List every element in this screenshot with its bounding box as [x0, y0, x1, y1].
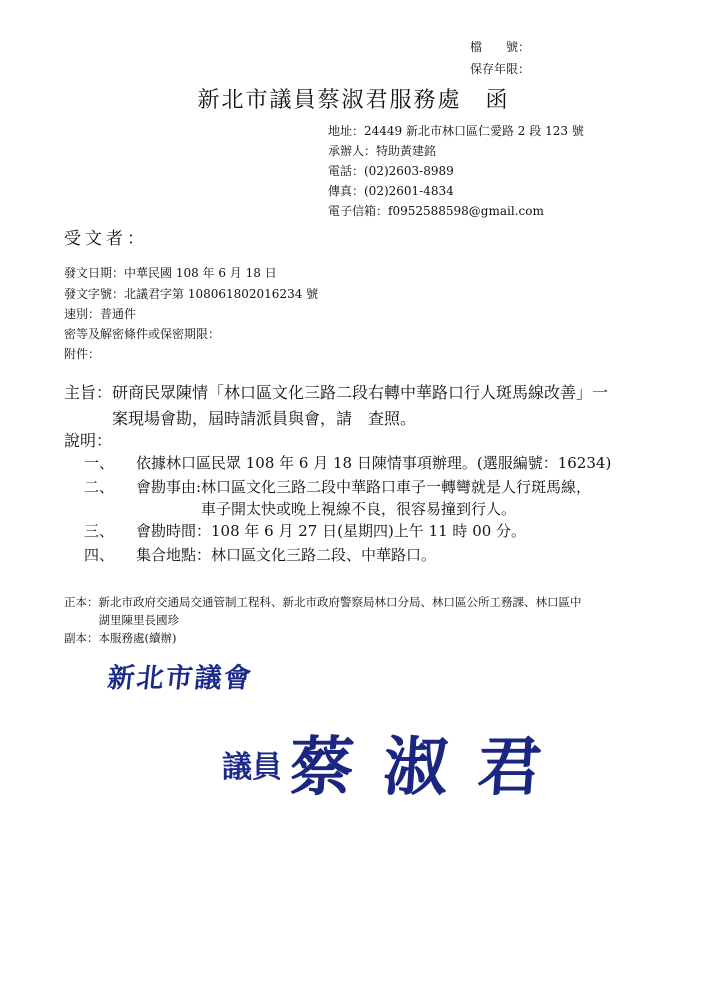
subject-line-1: 主旨：研商民眾陳情「林口區文化三路二段右轉中華路口行人斑馬線改善」一 — [64, 383, 609, 402]
item-number: 一、 — [84, 454, 115, 472]
item-text: 會勘事由:林口區文化三路二段中華路口車子一轉彎就是人行斑馬線， — [136, 478, 592, 496]
item-number: 二、 — [84, 478, 115, 496]
recipient-label: 受文者： — [64, 229, 148, 249]
contact-email: 電子信箱：f0952588598@gmail.com — [328, 204, 544, 218]
explanation-item — [84, 476, 591, 520]
classification: 密等及解密條件或保密期限： — [64, 327, 221, 341]
contact-address: 地址：24449 新北市林口區仁愛路 2 段 123 號 — [328, 124, 584, 138]
item-text: 集合地點：林口區文化三路二段、中華路口。 — [136, 546, 437, 564]
attachment: 附件： — [64, 347, 101, 361]
explanation-heading: 說明： — [64, 431, 113, 450]
reference-number: 發文字號：北議君字第 108061802016234 號 — [64, 287, 319, 301]
speed-class: 速別：普通件 — [64, 307, 137, 321]
contact-fax: 傳真：(02)2601-4834 — [328, 184, 454, 198]
explanation-item — [84, 520, 526, 542]
signature-name: 蔡淑君 — [286, 731, 575, 805]
contact-handler: 承辦人：特助黃建銘 — [328, 144, 437, 158]
document-title: 新北市議員蔡淑君服務處 函 — [197, 88, 510, 113]
retention-label: 保存年限： — [470, 62, 531, 76]
contact-phone: 電話：(02)2603-8989 — [328, 164, 454, 178]
item-number: 四、 — [84, 546, 115, 564]
item-text: 會勘時間：108 年 6 月 27 日(星期四)上午 11 時 00 分。 — [136, 522, 527, 540]
item-number: 三、 — [84, 522, 115, 540]
file-number-label: 檔 號： — [470, 40, 531, 54]
item-text-continued: 車子開太快或晚上視線不良，很容易撞到行人。 — [201, 500, 517, 518]
subject-block — [64, 380, 608, 432]
signature-title: 議員 — [222, 750, 282, 785]
subject-line-2: 案現場會勘，屆時請派員與會，請 查照。 — [112, 409, 417, 428]
secondary-copy: 副本：本服務處(續辦) — [64, 631, 177, 645]
explanation-item — [84, 452, 611, 474]
issue-date: 發文日期：中華民國 108 年 6 月 18 日 — [64, 266, 277, 280]
main-copy-line-2: 湖里陳里長國珍 — [64, 613, 179, 627]
explanation-item — [84, 544, 436, 566]
main-copy-line-1: 正本：新北市政府交通局交通管制工程科、新北市政府警察局林口分局、林口區公所工務課、林口區中 — [64, 595, 582, 609]
council-seal-text: 新北市議會 — [106, 663, 255, 694]
item-text: 依據林口區民眾 108 年 6 月 18 日陳情事項辦理。(選服編號：16234) — [136, 454, 612, 472]
